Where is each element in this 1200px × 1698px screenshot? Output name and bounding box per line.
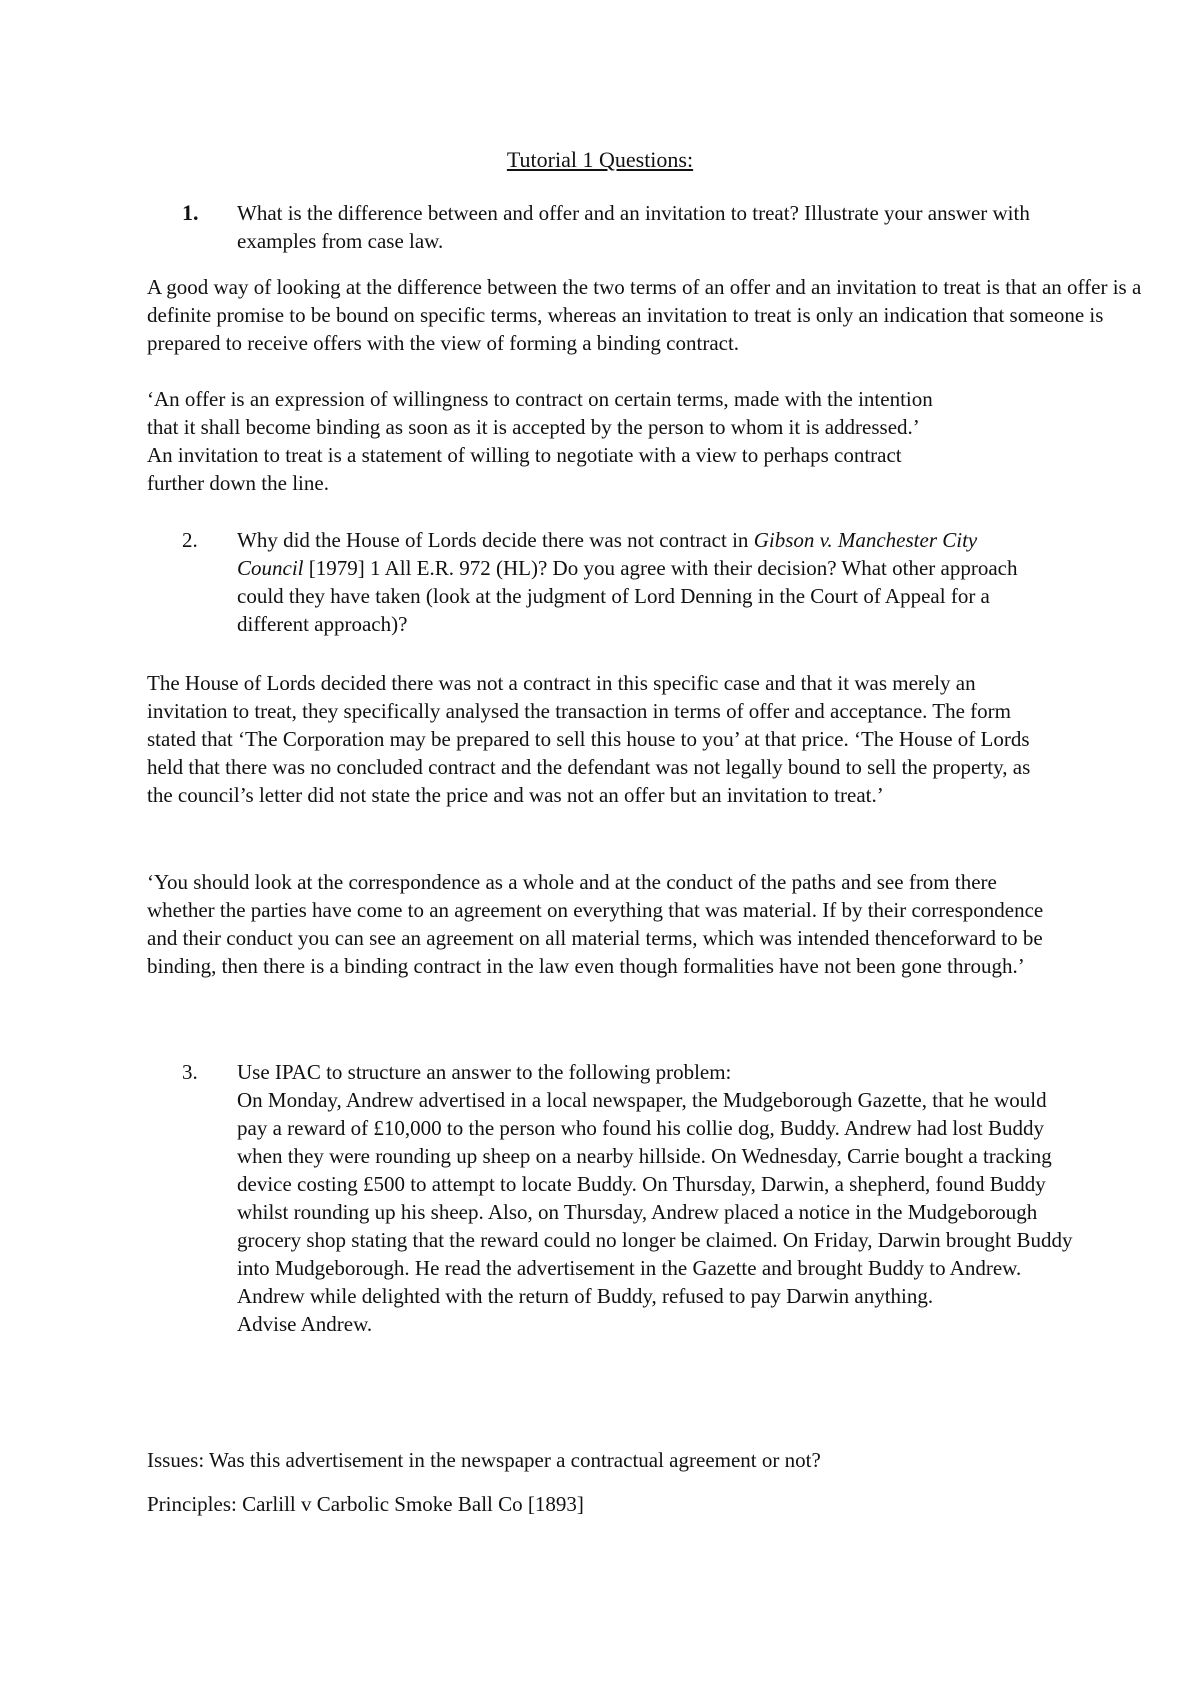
answer-line: ‘An offer is an expression of willingness to contract on certain terms, made with the intention bbox=[147, 387, 933, 411]
title-text: Tutorial 1 Questions: bbox=[506, 147, 694, 172]
question-2 bbox=[147, 526, 1087, 638]
answer-paragraph: The House of Lords decided there was not a contract in this specific case and that it was merely an invitation to treat, they specifically analysed the transaction in terms of offer and acceptance. The form stated that ‘The Corporation may be prepared to sell this house to you’ at that price. ‘The House of Lords held that there was no concluded contract and the defendant was not legally bound to sell the property, as the council’s letter did not state the price and was not an offer but an invitation to treat.’ bbox=[147, 671, 1031, 807]
answer-line: further down the line. bbox=[147, 471, 329, 495]
problem-instruction: Advise Andrew. bbox=[237, 1312, 373, 1336]
answer-2 bbox=[147, 669, 1047, 809]
answer-paragraph: ‘You should look at the correspondence as a whole and at the conduct of the paths and see from there whether the parties have come to an agreement on everything that was material. If by their correspondence and their conduct you can see an agreement on all material terms, which was intended thenceforward to be binding, then there is a binding contract in the law even though formalities have not been gone through.’ bbox=[147, 870, 1044, 978]
answer-1-quote bbox=[147, 385, 1147, 497]
problem-text: On Monday, Andrew advertised in a local newspaper, the Mudgeborough Gazette, that he would pay a reward of £10,000 to the person who found his collie dog, Buddy. Andrew had lost Buddy when they were rounding up sheep on a nearby hillside. On Wednesday, Carrie bought a tracking device costing £500 to attempt to locate Buddy. On Thursday, Darwin, a shepherd, found Buddy whilst rounding up his sheep. Also, on Thursday, Andrew placed a notice in the Mudgeborough grocery shop stating that the reward could no longer be claimed. On Friday, Darwin brought Buddy into Mudgeborough. He read the advertisement in the Gazette and brought Buddy to Andrew. Andrew while delighted with the return of Buddy, refused to pay Darwin anything. bbox=[237, 1088, 1073, 1308]
answer-line: An invitation to treat is a statement of willing to negotiate with a view to perhaps contract bbox=[147, 443, 902, 467]
question-text-pre: Why did the House of Lords decide there was not contract in bbox=[237, 528, 754, 552]
question-number: 1. bbox=[182, 200, 199, 225]
answer-3-principles bbox=[147, 1490, 1147, 1518]
answer-3-issues bbox=[147, 1446, 1147, 1474]
question-1 bbox=[147, 199, 1087, 255]
answer-1 bbox=[147, 273, 1147, 357]
question-text bbox=[237, 526, 1037, 638]
answer-line: that it shall become binding as soon as it is accepted by the person to whom it is addressed.’ bbox=[147, 415, 920, 439]
question-intro: Use IPAC to structure an answer to the following problem: bbox=[237, 1060, 732, 1084]
question-number: 2. bbox=[182, 528, 198, 552]
question-3 bbox=[147, 1058, 1087, 1338]
case-name: Gibson v. Manchester City Council bbox=[237, 528, 978, 580]
question-text-post: [1979] 1 All E.R. 972 (HL)? Do you agree with their decision? What other approach could they have taken (look at the judgment of Lord Denning in the Court of Appeal for a different approach)? bbox=[237, 556, 1018, 636]
question-text: What is the difference between and offer and an invitation to treat? Illustrate your answer with examples from case law. bbox=[237, 201, 1030, 253]
page-title bbox=[0, 146, 1200, 174]
answer-2-quote bbox=[147, 868, 1067, 980]
issues-text: Issues: Was this advertisement in the newspaper a contractual agreement or not? bbox=[147, 1448, 821, 1472]
principles-text: Principles: Carlill v Carbolic Smoke Ball Co [1893] bbox=[147, 1492, 584, 1516]
question-number: 3. bbox=[182, 1060, 198, 1084]
answer-paragraph: A good way of looking at the difference between the two terms of an offer and an invitation to treat is that an offer is a definite promise to be bound on specific terms, whereas an invitation to treat is only an indication that someone is prepared to receive offers with the view of forming a binding contract. bbox=[147, 275, 1142, 355]
